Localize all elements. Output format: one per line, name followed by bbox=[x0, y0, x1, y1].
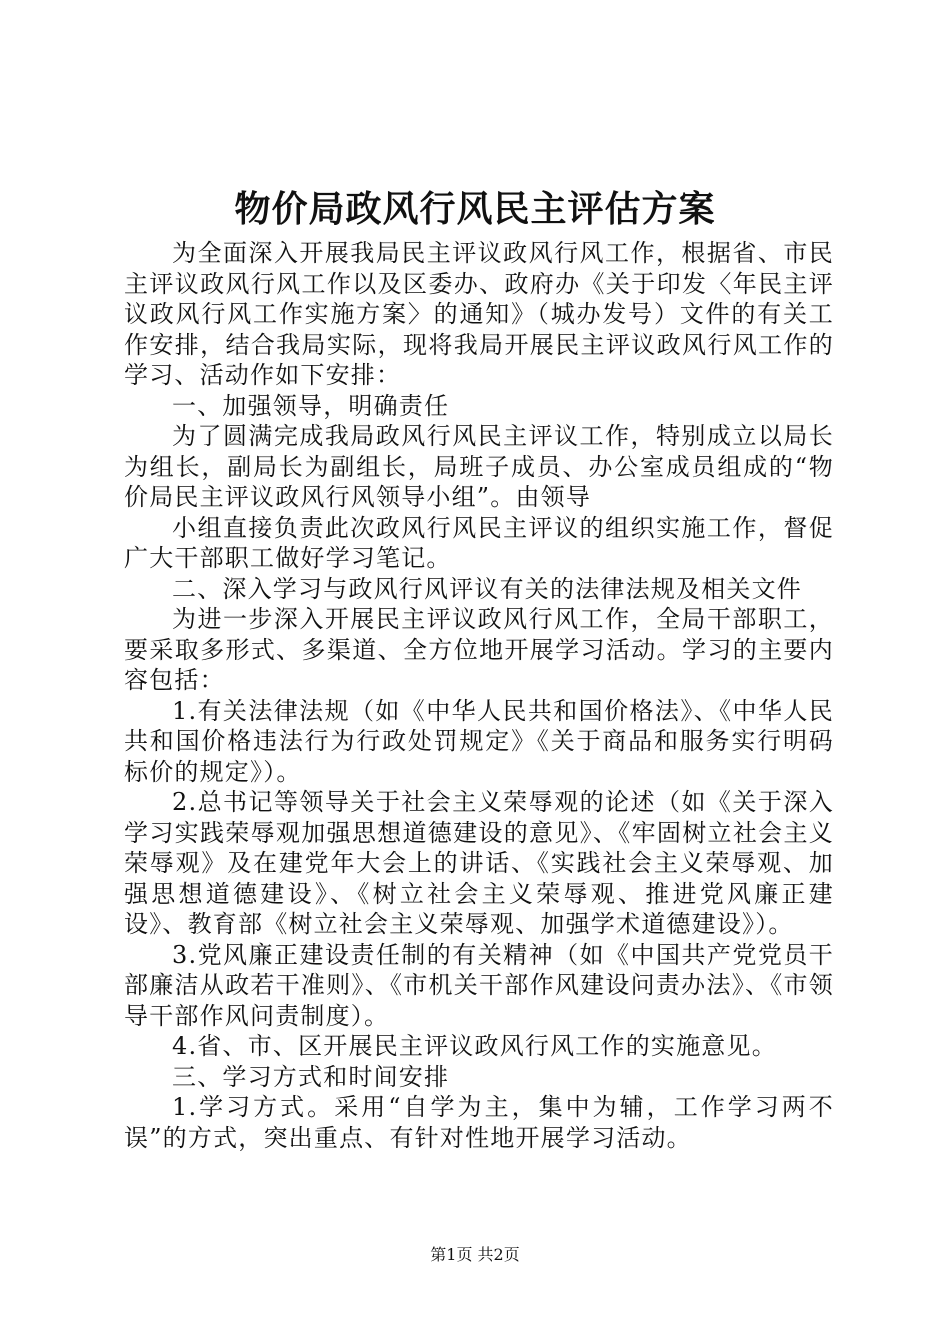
section-heading-3: 三、学习方式和时间安排 bbox=[172, 1062, 450, 1091]
list-item-3: 3.党风廉正建设责任制的有关精神（如《中国共产党党员干部廉洁从政若干准则》、《市机关干部作风建设问责办法》、《市领导干部作风问责制度）。 bbox=[124, 940, 834, 1030]
paragraph-study: 为进一步深入开展民主评议政风行风工作，全局干部职工，要采取多形式、多渠道、全方位地开展学习活动。学习的主要内容包括： bbox=[124, 605, 834, 694]
page-footer: 第1页 共2页 bbox=[430, 1245, 520, 1264]
list-item-4: 4.省、市、区开展民主评议政风行风工作的实施意见。 bbox=[172, 1032, 777, 1060]
paragraph-study-method: 1.学习方式。采用“自学为主，集中为辅，工作学习两不误”的方式，突出重点、有针对性地开展学习活动。 bbox=[124, 1093, 834, 1152]
section-heading-1: 一、加强领导，明确责任 bbox=[172, 391, 450, 420]
document-body bbox=[124, 238, 834, 1153]
paragraph-intro: 为全面深入开展我局民主评议政风行风工作，根据省、市民主评议政风行风工作以及区委办、政府办《关于印发〈年民主评议政风行风工作实施方案〉的通知》（城办发号）文件的有关工作安排，结合我局实际，现将我局开展民主评议政风行风工作的学习、活动作如下安排： bbox=[124, 239, 834, 389]
document-title: 物价局政风行风民主评估方案 bbox=[234, 189, 716, 230]
list-item-1: 1.有关法律法规（如《中华人民共和国价格法》、《中华人民共和国价格违法行为行政处罚规定》《关于商品和服务实行明码标价的规定》）。 bbox=[124, 696, 834, 786]
list-item-2: 2.总书记等领导关于社会主义荣辱观的论述（如《关于深入学习实践荣辱观加强思想道德建设的意见》、《牢固树立社会主义荣辱观》及在建党年大会上的讲话、《实践社会主义荣辱观、加强思想道德建设》、《树立社会主义荣辱观、推进党风廉正建设》、教育部《树立社会主义荣辱观、加强学术道德建设》）。 bbox=[124, 788, 834, 938]
paragraph-leadership-cont: 小组直接负责此次政风行风民主评议的组织实施工作，督促广大干部职工做好学习笔记。 bbox=[124, 513, 834, 572]
paragraph-leadership: 为了圆满完成我局政风行风民主评议工作，特别成立以局长为组长，副局长为副组长，局班子成员、办公室成员组成的“物价局民主评议政风行风领导小组”。由领导 bbox=[124, 422, 834, 511]
section-heading-2: 二、深入学习与政风行风评议有关的法律法规及相关文件 bbox=[172, 574, 802, 603]
